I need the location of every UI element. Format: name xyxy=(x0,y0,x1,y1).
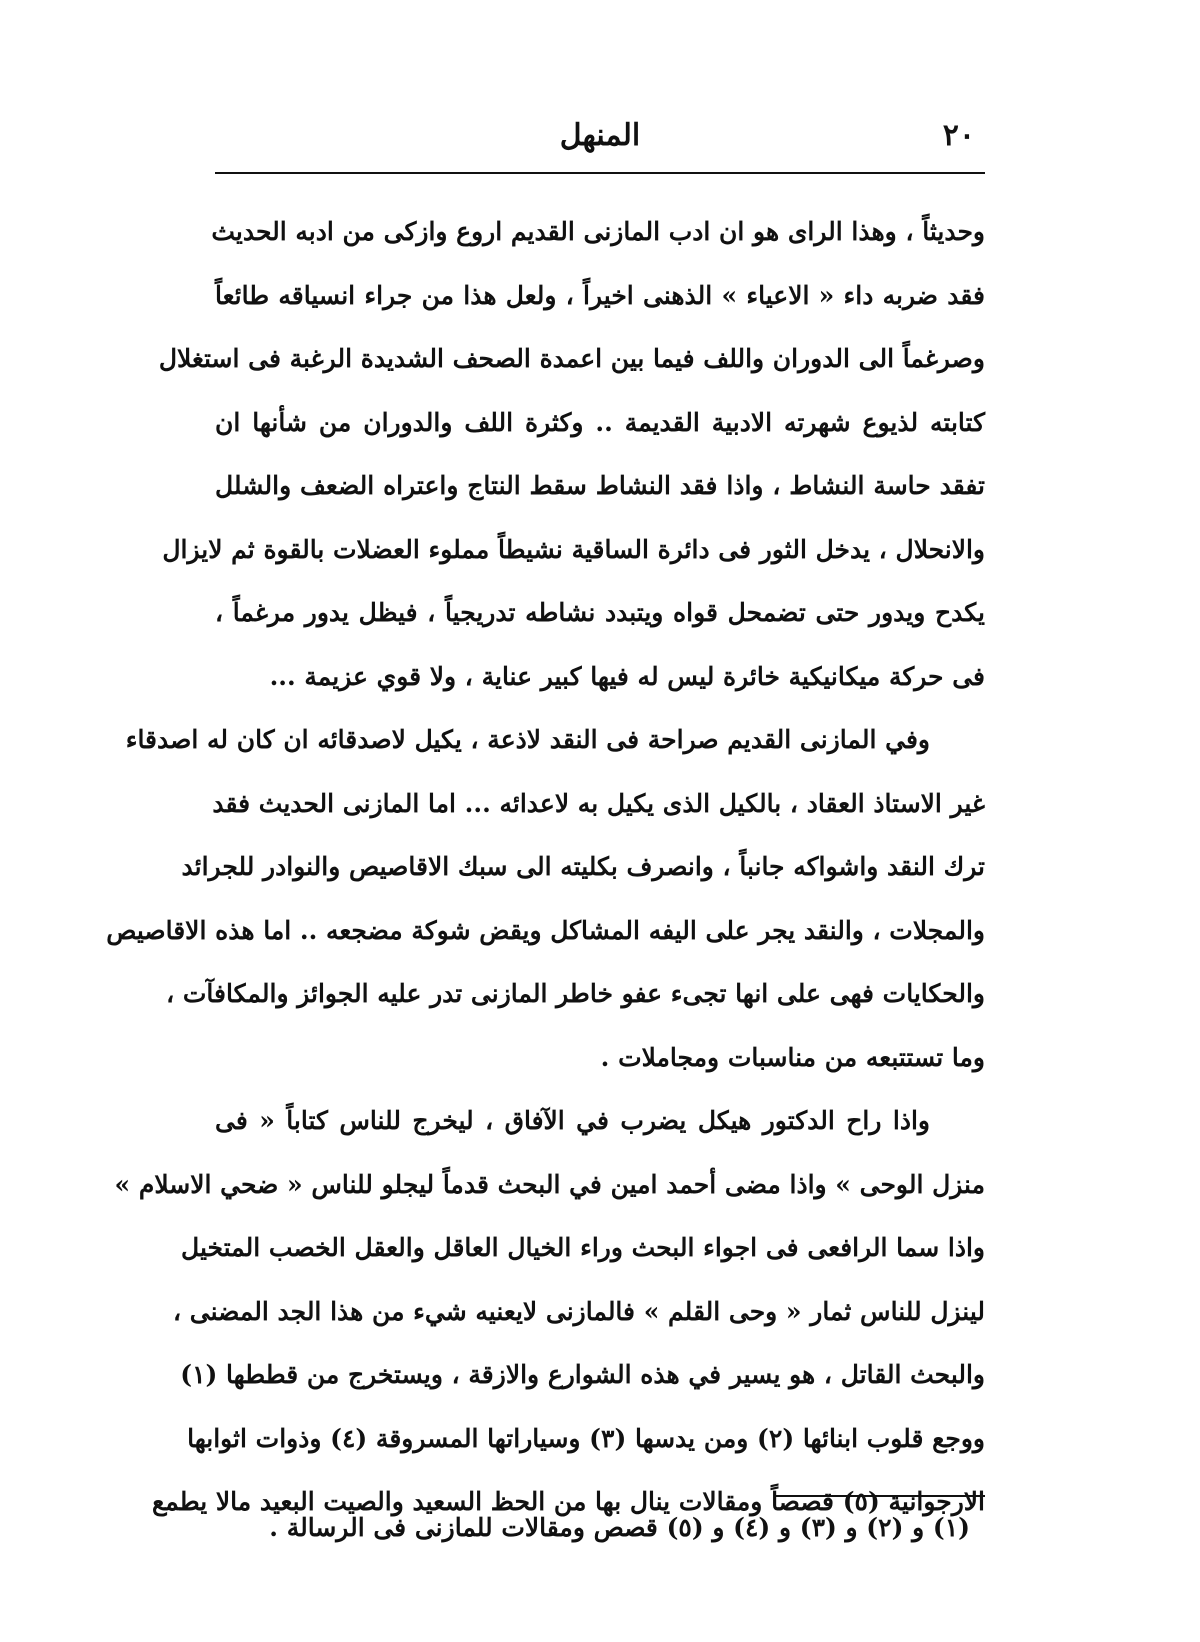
paragraph-3 xyxy=(114,1089,985,1534)
text-line: لينزل للناس ثمار « وحى القلم » فالمازنى لايعنيه شيء من هذا الجد المضنى ، xyxy=(173,1296,985,1326)
text-line: ترك النقد واشواكه جانباً ، وانصرف بكليته الى سبك الاقاصيص والنوادر للجرائد xyxy=(181,852,985,881)
page-number: ٢٠ xyxy=(942,118,975,153)
paragraph-1 xyxy=(158,200,985,708)
text-line: واذا راح الدكتور هيكل يضرب في الآفاق ، ليخرج للناس كتاباً « فى xyxy=(215,1106,930,1135)
text-line: يكدح ويدور حتى تضمحل قواه ويتبدد نشاطه تدريجياً ، فيظل يدور مرغماً ، xyxy=(215,598,985,627)
body-text xyxy=(106,200,985,1534)
text-line: والانحلال ، يدخل الثور فى دائرة الساقية نشيطاً مملوء العضلات بالقوة ثم لايزال xyxy=(162,534,985,564)
footnote: (١) و (٢) و (٣) و (٤) و (٥) قصص ومقالات للمازنى فى الرسالة . xyxy=(269,1513,970,1542)
text-line: تفقد حاسة النشاط ، واذا فقد النشاط سقط النتاج واعتراه الضعف والشلل xyxy=(215,471,985,500)
text-line: ووجع قلوب ابنائها (٢) ومن يدسها (٣) وسياراتها المسروقة (٤) وذوات اثوابها xyxy=(187,1423,985,1453)
text-line: والحكايات فهى على انها تجىء عفو خاطر المازنى تدر عليه الجوائز والمكافآت ، xyxy=(166,979,985,1008)
text-line: غير الاستاذ العقاد ، بالكيل الذى يكيل به لاعدائه ... اما المازنى الحديث فقد xyxy=(212,788,985,818)
text-line: وصرغماً الى الدوران واللف فيما بين اعمدة الصحف الشديدة الرغبة فى استغلال xyxy=(158,344,985,373)
text-line: فقد ضربه داء « الاعياء » الذهنى اخيراً ، ولعل هذا من جراء انسياقه طائعاً xyxy=(215,280,985,310)
text-line: وفي المازنى القديم صراحة فى النقد لاذعة ، يكيل لاصدقائه ان كان له اصدقاء xyxy=(125,725,930,754)
running-head xyxy=(215,118,985,168)
text-line: كتابته لذيوع شهرته الادبية القديمة .. وكثرة اللف والدوران من شأنها ان xyxy=(215,407,985,437)
text-line: والمجلات ، والنقد يجر على اليفه المشاكل ويقض شوكة مضجعه .. اما هذه الاقاصيص xyxy=(106,915,985,945)
text-line: منزل الوحى » واذا مضى أحمد امين في البحث قدماً ليجلو للناس « ضحي الاسلام » xyxy=(114,1169,985,1199)
text-line: فى حركة ميكانيكية خائرة ليس له فيها كبير عناية ، ولا قوي عزيمة ... xyxy=(269,661,985,691)
text-line: وما تستتبعه من مناسبات ومجاملات . xyxy=(600,1042,985,1072)
paragraph-2 xyxy=(106,708,985,1089)
footnote-divider xyxy=(775,1495,985,1497)
text-line: واذا سما الرافعى فى اجواء البحث وراء الخيال العاقل والعقل الخصب المتخيل xyxy=(181,1233,985,1262)
text-line: الارجوانية (٥) قصصاً ومقالات ينال بها من الحظ السعيد والصيت البعيد مالا يطمع xyxy=(151,1487,985,1516)
text-line: وحديثاً ، وهذا الراى هو ان ادب المازنى القديم اروع وازكى من ادبه الحديث xyxy=(211,217,985,246)
header-divider xyxy=(215,172,985,174)
text-line: والبحث القاتل ، هو يسير في هذه الشوارع والازقة ، ويستخرج من قططها (١) xyxy=(180,1360,985,1389)
journal-title: المنهل xyxy=(559,118,641,153)
